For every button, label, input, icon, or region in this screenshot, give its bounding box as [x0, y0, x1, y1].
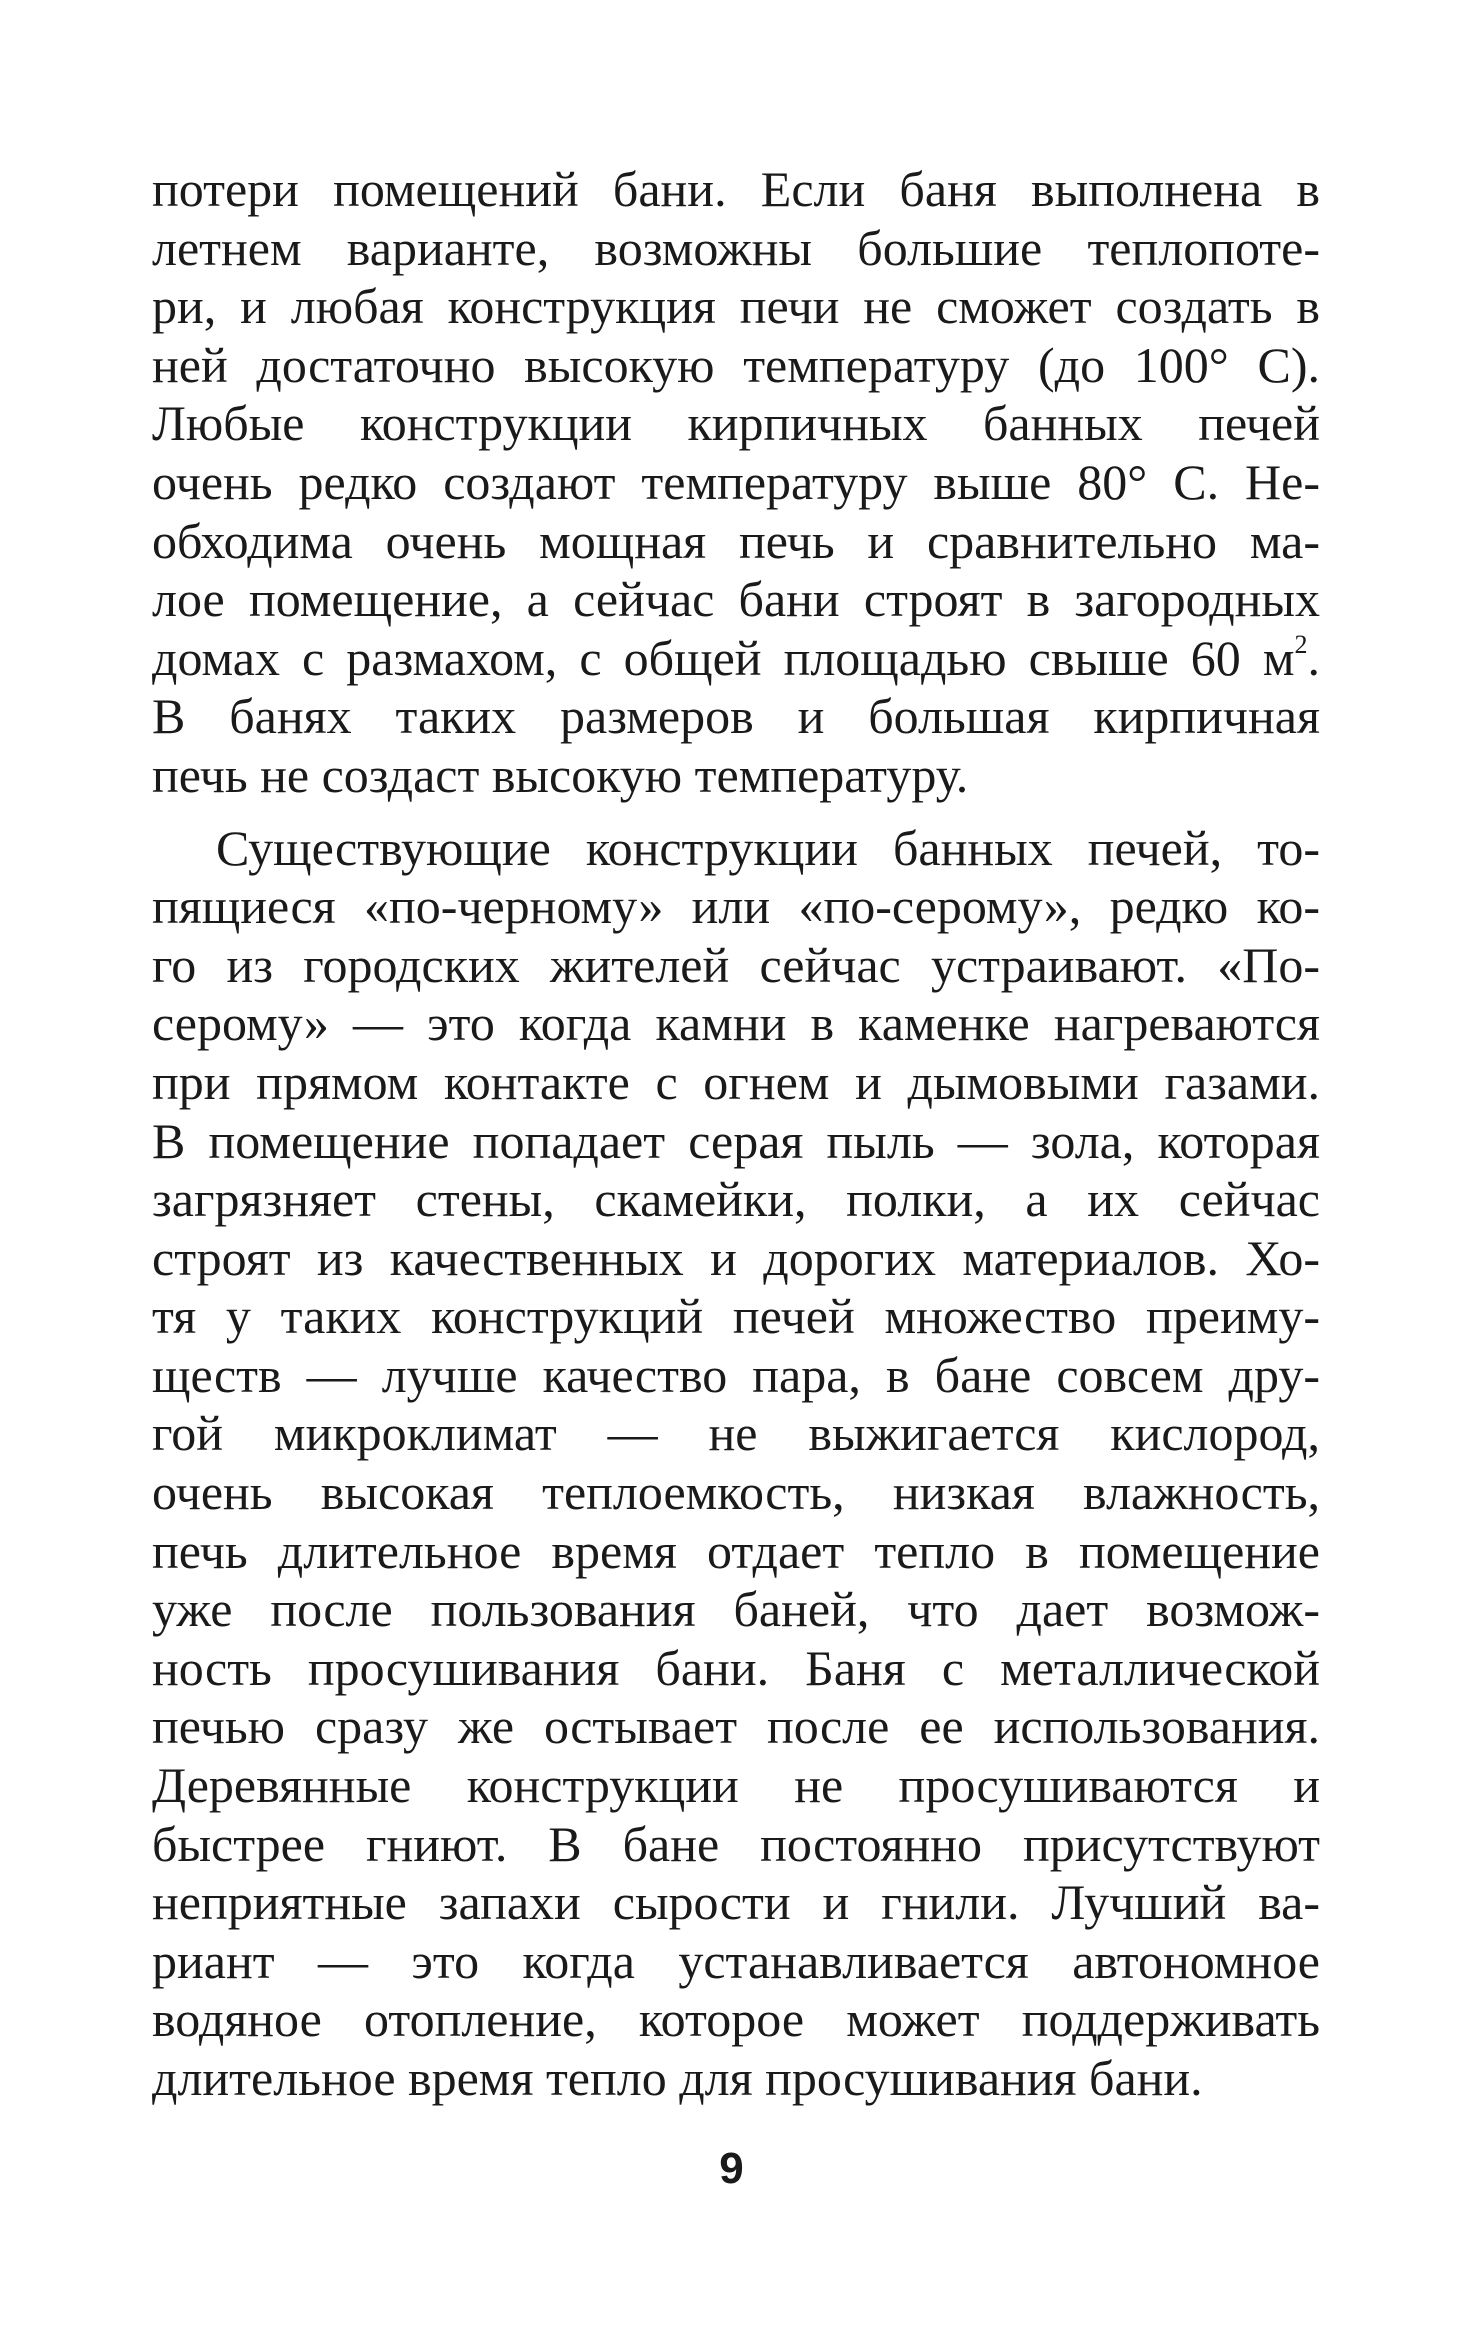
- text-line: печь длительное время отдает тепло в помещение: [152, 1522, 1320, 1579]
- text-line: очень высокая теплоемкость, низкая влажность,: [152, 1464, 1320, 1521]
- text-line: ществ — лучше качество пара, в бане совсем дру-: [152, 1346, 1320, 1403]
- text-line-main: домах с размахом, с общей площадью свыше 60 м: [152, 629, 1295, 686]
- text-line: серому» — это когда камни в каменке нагреваются: [152, 995, 1320, 1052]
- text-line: В помещение попадает серая пыль — зола, которая: [152, 1112, 1320, 1169]
- text-line: ри, и любая конструкция печи не сможет создать в: [152, 278, 1320, 335]
- text-line: риант — это когда устанавливается автономное: [152, 1932, 1320, 1989]
- text-line-with-superscript: [152, 629, 1320, 688]
- text-line: летнем варианте, возможны большие теплопоте-: [152, 219, 1320, 276]
- text-line: гой микроклимат — не выжигается кислород,: [152, 1405, 1320, 1462]
- text-line: при прямом контакте с огнем и дымовыми газами.: [152, 1053, 1320, 1110]
- text-line: Любые конструкции кирпичных банных печей: [152, 395, 1320, 452]
- page-body: [152, 160, 1320, 2108]
- text-line: обходима очень мощная печь и сравнительно ма-: [152, 512, 1320, 569]
- paragraph-2: [152, 819, 1320, 2108]
- text-line: ность просушивания бани. Баня с металлической: [152, 1639, 1320, 1696]
- text-line: уже после пользования баней, что дает возмож-: [152, 1581, 1320, 1638]
- text-line: печь не создаст высокую температуру.: [152, 746, 969, 803]
- text-line: Деревянные конструкции не просушиваются и: [152, 1757, 1320, 1814]
- page-number: 9: [719, 2144, 744, 2193]
- text-line: длительное время тепло для просушивания бани.: [152, 2050, 1203, 2106]
- superscript-2: 2: [1294, 629, 1308, 659]
- text-line: очень редко создают температуру выше 80° С. Не-: [152, 453, 1320, 510]
- paragraph-1: [152, 160, 1320, 805]
- text-line: ней достаточно высокую температуру (до 100° С).: [152, 336, 1320, 393]
- text-line: лое помещение, а сейчас бани строят в загородных: [152, 571, 1320, 628]
- text-line: загрязняет стены, скамейки, полки, а их сейчас: [152, 1171, 1320, 1228]
- text-line: пящиеся «по-черному» или «по-серому», редко ко-: [152, 878, 1320, 935]
- text-line: В банях таких размеров и большая кирпичная: [152, 688, 1320, 745]
- text-line: тя у таких конструкций печей множество преиму-: [152, 1288, 1320, 1345]
- text-line: го из городских жителей сейчас устраивают. «По-: [152, 936, 1320, 993]
- text-line: неприятные запахи сырости и гнили. Лучший ва-: [152, 1874, 1320, 1931]
- text-line: печью сразу же остывает после ее использования.: [152, 1698, 1320, 1755]
- text-line: строят из качественных и дорогих материалов. Хо-: [152, 1229, 1320, 1286]
- text-line: Существующие конструкции банных печей, то-: [216, 819, 1320, 876]
- text-line: водяное отопление, которое может поддерживать: [152, 1991, 1320, 2048]
- text-line: потери помещений бани. Если баня выполнена в: [152, 161, 1320, 217]
- text-line: быстрее гниют. В бане постоянно присутствуют: [152, 1815, 1320, 1872]
- text-line-end: .: [1307, 629, 1320, 686]
